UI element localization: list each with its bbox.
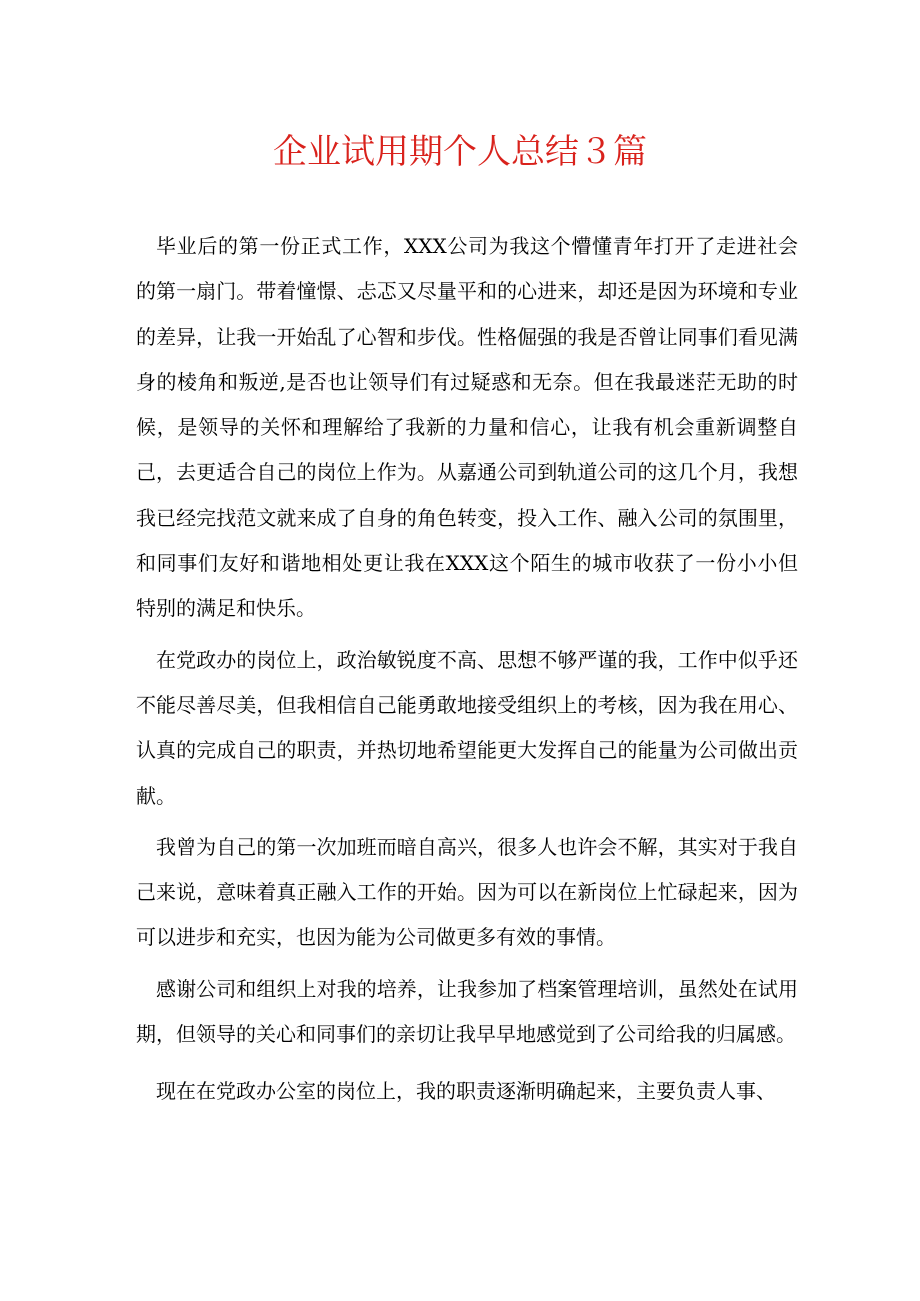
paragraph-2: 在党政办的岗位上，政治敏锐度不高、思想不够严谨的我，工作中似乎还不能尽善尽美，但我相信自己能勇敢地接受组织上的考核，因为我在用心、认真的完成自己的职责，并热切地希望能更大发挥自己的能量为公司做出贡献。: [136, 647, 798, 808]
paragraph-3: 我曾为自己的第一次加班而暗自高兴，很多人也许会不解，其实对于我自己来说，意味着真正融入工作的开始。因为可以在新岗位上忙碌起来，因为可以进步和充实，也因为能为公司做更多有效的事情。: [136, 834, 798, 950]
paragraph-5: 现在在党政办公室的岗位上，我的职责逐渐明确起来，主要负责人事、: [156, 1079, 776, 1104]
document-body: [136, 224, 798, 1121]
document-title: 企业试用期个人总结３篇: [273, 132, 647, 172]
paragraph-4: 感谢公司和组织上对我的培养，让我参加了档案管理培训，虽然处在试用期，但领导的关心和同事们的亲切让我早早地感觉到了公司给我的归属感。: [136, 976, 798, 1047]
paragraph-1: 毕业后的第一份正式工作，XXX公司为我这个懵懂青年打开了走进社会的第一扇门。带着憧憬、忐忑又尽量平和的心进来，却还是因为环境和专业的差异，让我一开始乱了心智和步伐。性格倔强的我是否曾让同事们看见满身的棱角和叛逆,是否也让领导们有过疑惑和无奈。但在我最迷茫无助的时候，是领导的关怀和理解给了我新的力量和信心，让我有机会重新调整自己，去更适合自己的岗位上作为。从嘉通公司到轨道公司的这几个月，我想我已经完找范文就来成了自身的角色转变，投入工作、融入公司的氛围里，和同事们友好和谐地相处更让我在XXX这个陌生的城市收获了一份小小但特别的满足和快乐。: [136, 234, 798, 621]
